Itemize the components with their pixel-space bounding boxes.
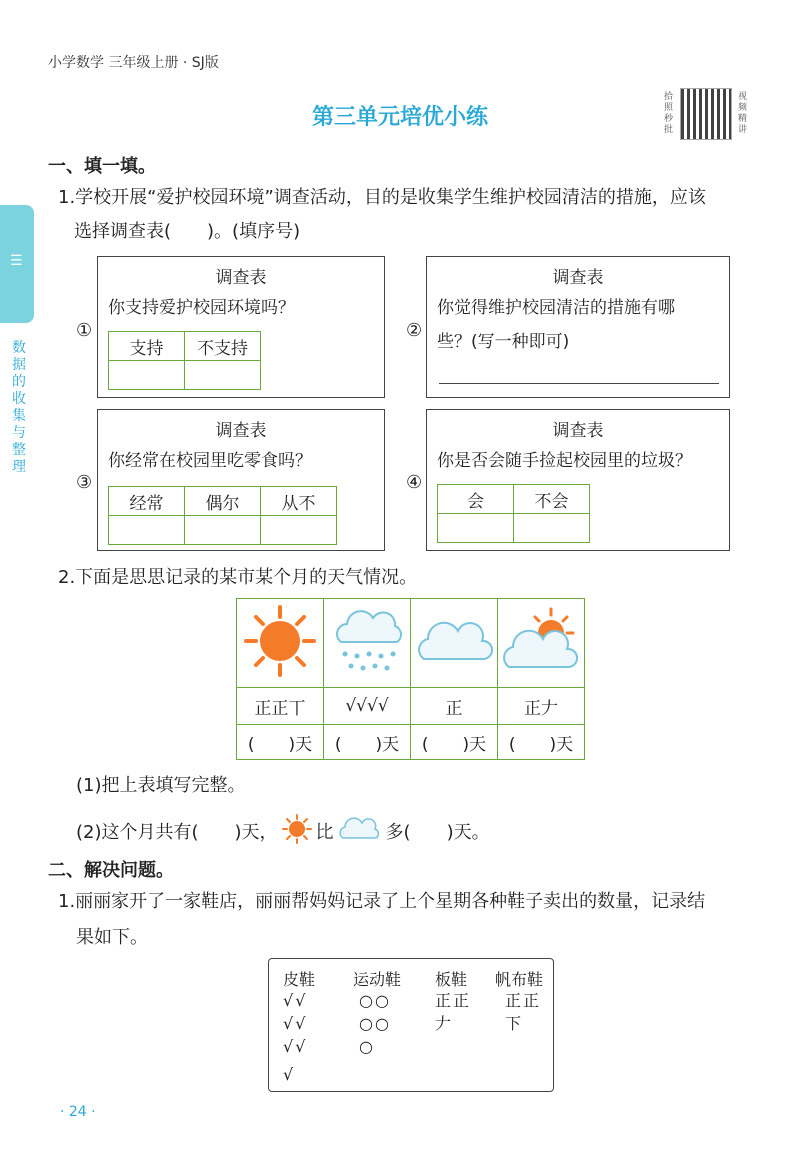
answer-cell[interactable]: [185, 516, 261, 545]
tally-skate: 𠂇: [435, 1014, 454, 1033]
q2-sub1: (1)把上表填写完整。: [76, 775, 246, 796]
tally-leather: √√: [283, 991, 308, 1010]
card-1-table: [108, 331, 261, 390]
card-3-question: 你经常在校园里吃零食吗？: [108, 451, 312, 471]
answer-cell[interactable]: [109, 516, 185, 545]
answer-cell[interactable]: [261, 516, 337, 545]
card-2-question-line1: 你觉得维护校园清洁的措施有哪: [437, 298, 675, 318]
card-1-title: 调查表: [215, 268, 267, 288]
menu-icon: ☰: [10, 253, 23, 269]
card-1-col: 支持: [109, 332, 185, 361]
days-blank[interactable]: ( )天: [411, 725, 498, 760]
answer-cell[interactable]: [109, 361, 185, 390]
card-4-mark: ④: [406, 472, 423, 493]
card-3-col: 从不: [261, 487, 337, 516]
card-3-table: [108, 486, 337, 545]
card-3-mark: ③: [76, 472, 93, 493]
card-3-col: 经常: [109, 487, 185, 516]
page-number: · 24 ·: [60, 1104, 96, 1120]
days-blank[interactable]: ( )天: [324, 725, 411, 760]
card-4-col: 不会: [514, 485, 590, 514]
card-3-title: 调查表: [215, 421, 267, 441]
qr-left-label: 拾照秒批: [664, 92, 674, 135]
p1-line2: 果如下。: [76, 927, 148, 948]
cloudy-icon: [338, 816, 382, 849]
card-2-mark: ②: [406, 320, 423, 341]
tally-leather: √√: [283, 1014, 308, 1033]
side-chapter-label: 数据的收集与整理: [12, 340, 26, 475]
card-4-title: 调查表: [552, 421, 604, 441]
tally-sports: ○: [359, 1037, 375, 1056]
card-4-table: [437, 484, 590, 543]
tally-canvas: 正正: [505, 991, 542, 1010]
p1-line1: 1.丽丽家开了一家鞋店，丽丽帮妈妈记录了上个星期各种鞋子卖出的数量，记录结: [58, 891, 706, 912]
tally-skate: 正正: [435, 991, 472, 1010]
answer-cell[interactable]: [514, 514, 590, 543]
card-2-question-line2: 些？(写一种即可): [437, 332, 570, 352]
card-3-col: 偶尔: [185, 487, 261, 516]
card-4-question: 你是否会随手捡起校园里的垃圾？: [437, 451, 692, 471]
page-title: 第三单元培优小练: [311, 105, 488, 130]
survey-card-1: [97, 256, 385, 398]
rain-icon: [324, 599, 411, 688]
q2-sub2-part3: 多( )天。: [385, 821, 490, 843]
survey-card-4: [426, 409, 730, 551]
card-1-mark: ①: [76, 320, 93, 341]
answer-cell[interactable]: [185, 361, 261, 390]
survey-card-3: [97, 409, 385, 551]
sunny-icon: [282, 814, 312, 851]
card-1-col: 不支持: [185, 332, 261, 361]
sunny-icon: [237, 599, 324, 688]
survey-card-2: [426, 256, 730, 398]
tally-leather: √√: [283, 1037, 308, 1056]
side-tab: [0, 205, 34, 323]
q2-sub2-part2: 比: [315, 821, 334, 843]
card-1-question: 你支持爱护校园环境吗？: [108, 298, 295, 318]
qr-code-block[interactable]: [660, 86, 756, 138]
qr-right-label: 视频精讲: [738, 92, 748, 135]
tally-cell: √√√√: [324, 688, 411, 725]
qr-code-icon[interactable]: [680, 88, 732, 140]
partly-cloudy-icon: [498, 599, 585, 688]
header-sports-shoes: 运动鞋: [353, 970, 402, 989]
weather-table: [236, 598, 585, 760]
q2-sub2: [76, 814, 490, 851]
q1-line1: 1.学校开展“爱护校园环境”调查活动，目的是收集学生维护校园清洁的措施，应该: [58, 187, 706, 208]
tally-cell: 正: [411, 688, 498, 725]
section-2-heading: 二、解决问题。: [48, 860, 174, 881]
days-blank[interactable]: ( )天: [498, 725, 585, 760]
q2-line: 2.下面是思思记录的某市某个月的天气情况。: [58, 567, 418, 588]
card-2-title: 调查表: [552, 268, 604, 288]
tally-sports: ○○: [359, 991, 391, 1010]
tally-canvas: 下: [505, 1014, 524, 1033]
tally-cell: 正𠂇: [498, 688, 585, 725]
header-leather-shoes: 皮鞋: [283, 970, 316, 989]
q1-line2: 选择调查表( )。(填序号): [74, 221, 301, 242]
answer-cell[interactable]: [438, 514, 514, 543]
q2-sub2-part1: (2)这个月共有( )天，: [76, 821, 278, 843]
card-4-col: 会: [438, 485, 514, 514]
tally-sports: ○○: [359, 1014, 391, 1033]
tally-cell: 正正丅: [237, 688, 324, 725]
header-canvas-shoes: 帆布鞋: [495, 970, 544, 989]
book-header: 小学数学 三年级上册 · SJ版: [48, 55, 219, 71]
header-skate-shoes: 板鞋: [435, 970, 468, 989]
sales-record-box: [268, 958, 554, 1092]
days-blank[interactable]: ( )天: [237, 725, 324, 760]
tally-leather: √: [283, 1065, 296, 1084]
section-1-heading: 一、填一填。: [48, 156, 156, 177]
cloudy-icon: [411, 599, 498, 688]
card-2-answer-line[interactable]: [439, 383, 719, 384]
